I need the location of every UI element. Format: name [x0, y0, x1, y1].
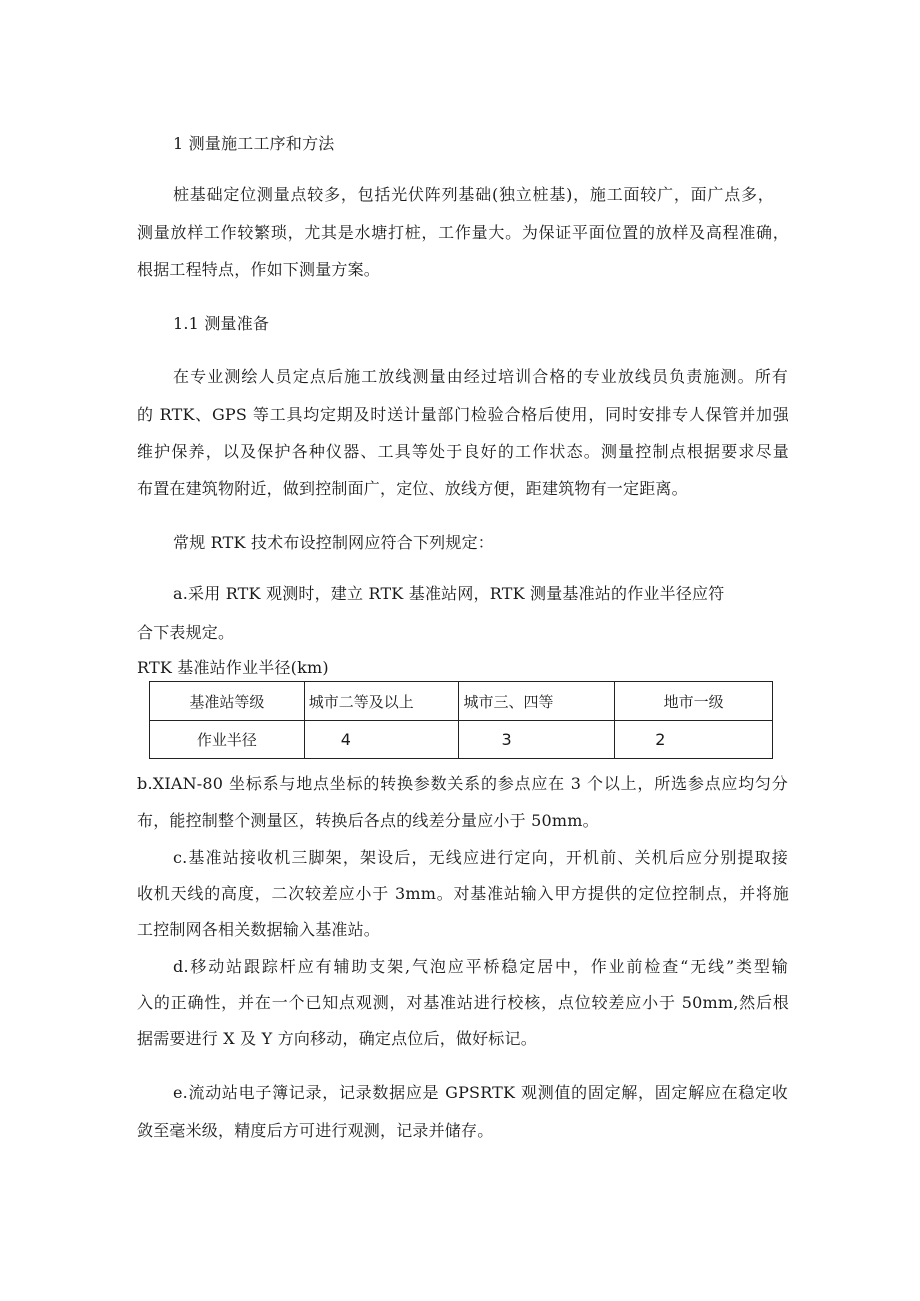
item-a-line-2: 合下表规定。 — [137, 623, 235, 642]
item-b-line-1: b.XIAN-80 坐标系与地点坐标的转换参数关系的参点应在 3 个以上，所选参点应均匀分 — [137, 774, 788, 793]
prep-line-2: 的 RTK、GPS 等工具均定期及时送计量部门检验合格后使用，同时安排专人保管并加强 — [137, 405, 789, 424]
radius-value-prefecture-class1: 2 — [615, 721, 773, 759]
item-b-line-2: 布，能控制整个测量区，转换后各点的线差分量应小于 50mm。 — [137, 811, 599, 830]
table-caption: RTK 基准站作业半径(km) — [137, 658, 329, 677]
header-cell-station-level: 基准站等级 — [150, 682, 305, 721]
row-label-radius: 作业半径 — [150, 721, 305, 759]
item-a-line-1: a.采用 RTK 观测时，建立 RTK 基准站网，RTK 测量基准站的作业半径应符 — [173, 584, 725, 603]
subsection-heading: 1.1 测量准备 — [173, 314, 270, 333]
item-e-line-2: 敛至毫米级，精度后方可进行观测，记录并储存。 — [137, 1121, 494, 1140]
item-c-line-1: c.基准站接收机三脚架，架设后，无线应进行定向，开机前、关机后应分别提取接 — [173, 848, 788, 867]
prep-line-1: 在专业测绘人员定点后施工放线测量由经过培训合格的专业放线员负责施测。所有 — [173, 367, 788, 386]
header-cell-city-class34: 城市三、四等 — [459, 682, 615, 721]
prep-line-4: 布置在建筑物附近，做到控制面广，定位、放线方便，距建筑物有一定距离。 — [137, 479, 688, 498]
item-d-line-3: 据需要进行 X 及 Y 方向移动，确定点位后，做好标记。 — [137, 1029, 537, 1048]
item-d-line-2: 入的正确性，并在一个已知点观测，对基准站进行校核，点位较差应小于 50mm,然后根 — [137, 993, 789, 1012]
radius-value-city-class2: 4 — [304, 721, 459, 759]
radius-value-city-class34: 3 — [459, 721, 615, 759]
rtk-radius-table — [149, 681, 773, 759]
item-e-line-1: e.流动站电子簿记录，记录数据应是 GPSRTK 观测值的固定解，固定解应在稳定收 — [173, 1083, 788, 1102]
intro-line-3: 根据工程特点，作如下测量方案。 — [137, 260, 381, 279]
item-d-line-1: d.移动站跟踪杆应有辅助支架,气泡应平桥稳定居中，作业前检查“无线”类型输 — [173, 957, 788, 976]
item-c-line-2: 收机天线的高度，二次较差应小于 3mm。对基准站输入甲方提供的定位控制点，并将施 — [137, 884, 789, 903]
table-row — [150, 721, 773, 759]
intro-line-2: 测量放样工作较繁琐，尤其是水塘打桩，工作量大。为保证平面位置的放样及高程准确， — [137, 223, 789, 242]
prep-line-3: 维护保养，以及保护各种仪器、工具等处于良好的工作状态。测量控制点根据要求尽量 — [137, 442, 789, 461]
item-c-line-3: 工控制网各相关数据输入基准站。 — [137, 920, 381, 939]
header-cell-city-class2: 城市二等及以上 — [304, 682, 459, 721]
section-heading: 1 测量施工工序和方法 — [173, 134, 335, 153]
header-cell-prefecture-class1: 地市一级 — [615, 682, 773, 721]
rules-intro: 常规 RTK 技术布设控制网应符合下列规定： — [173, 533, 494, 552]
table-header-row — [150, 682, 773, 721]
intro-line-1: 桩基础定位测量点较多，包括光伏阵列基础(独立桩基)，施工面较广，面广点多， — [173, 185, 774, 204]
